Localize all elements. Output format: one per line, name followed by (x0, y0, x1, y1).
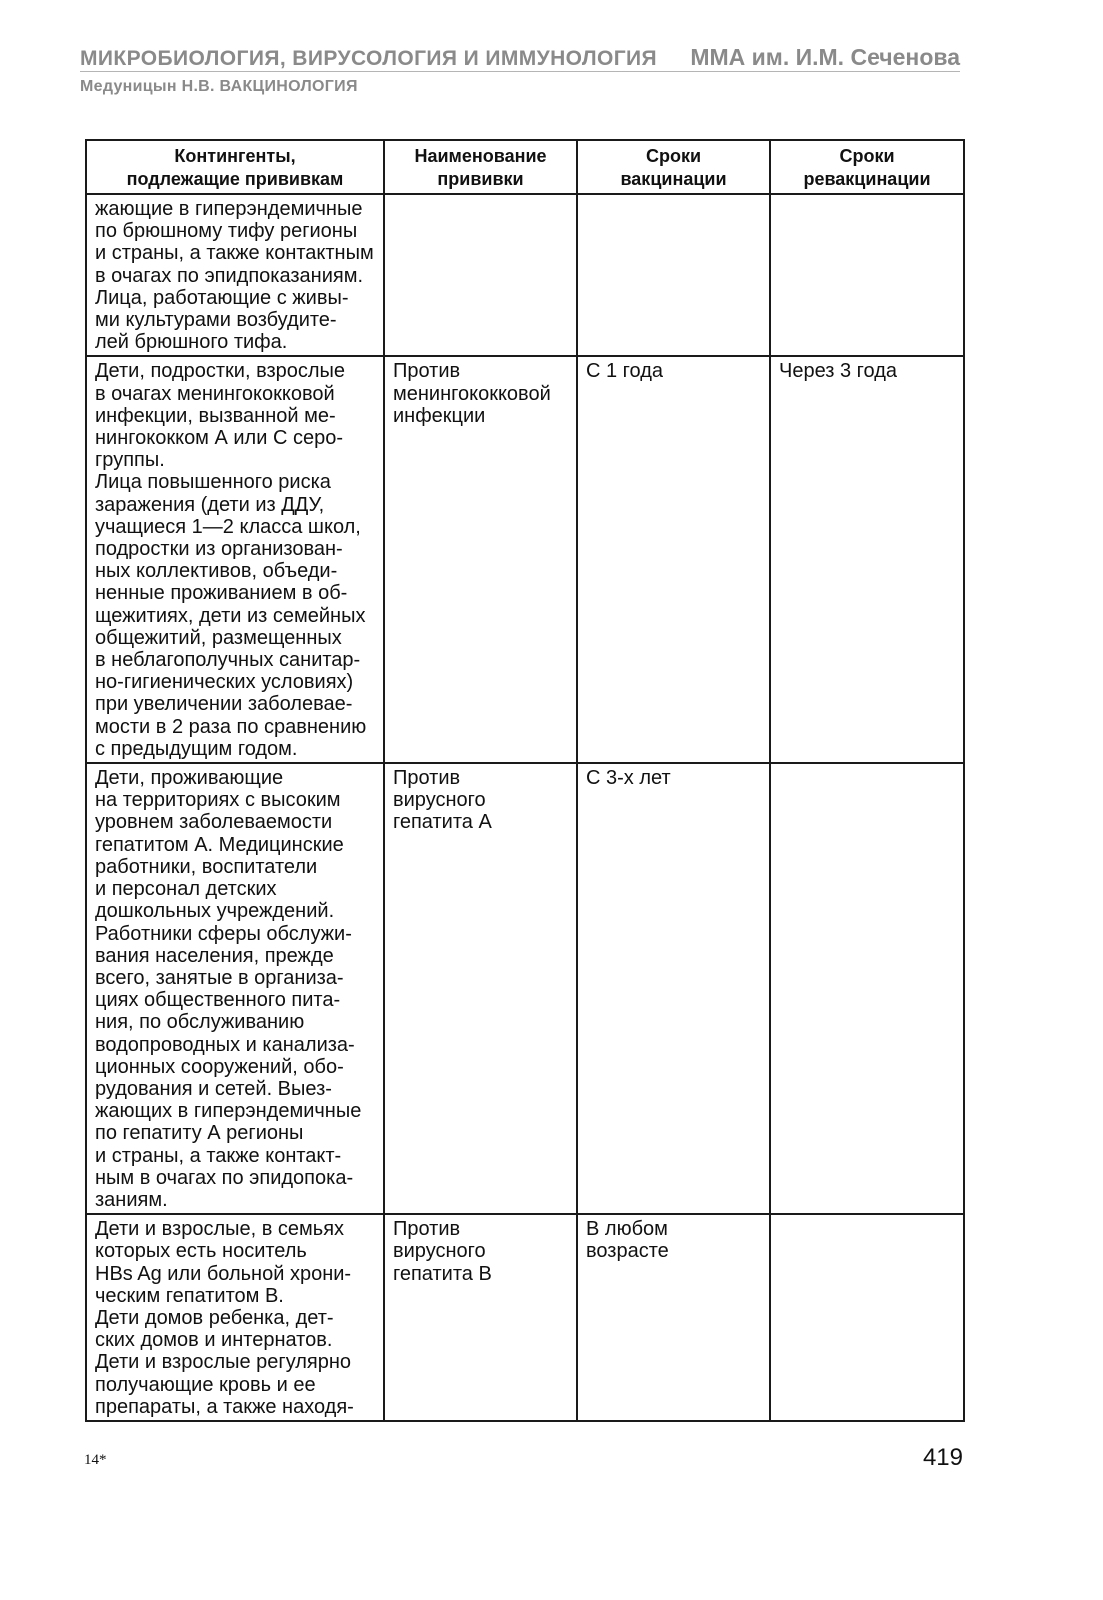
book-title: МИКРОБИОЛОГИЯ, ВИРУСОЛОГИЯ И ИММУНОЛОГИЯ (80, 47, 658, 70)
cell-revaccination (770, 763, 964, 1214)
cell-vaccine: Против менингококковой инфекции (384, 356, 577, 763)
author-section: Медуницын Н.В. ВАКЦИНОЛОГИЯ (80, 78, 358, 95)
cell-revaccination: Через 3 года (770, 356, 964, 763)
page-number: 419 (922, 1444, 963, 1471)
table-header-row (86, 140, 964, 194)
column-header-contingents: Контингенты, подлежащие прививкам (86, 140, 384, 194)
running-header (80, 44, 960, 71)
cell-vaccination: С 3-х лет (577, 763, 770, 1214)
vaccination-table (85, 139, 965, 1422)
cell-vaccine: Против вирусного гепатита В (384, 1214, 577, 1421)
table-row (86, 763, 964, 1214)
column-header-vaccination-timing: Сроки вакцинации (577, 140, 770, 194)
cell-vaccination: С 1 года (577, 356, 770, 763)
cell-revaccination (770, 194, 964, 356)
signature-mark: 14* (84, 1452, 107, 1468)
table-row (86, 1214, 964, 1421)
cell-vaccine: Против вирусного гепатита А (384, 763, 577, 1214)
header-divider (80, 71, 960, 72)
institution-name: ММА им. И.М. Сеченова (690, 44, 960, 70)
table-row (86, 194, 964, 356)
column-header-vaccine-name: Наименование прививки (384, 140, 577, 194)
cell-vaccination (577, 194, 770, 356)
cell-contingent: жающие в гиперэндемичные по брюшному тифу регионы и страны, а также контактным в очагах по эпидпоказаниям. Лица, работающие с живы- ми культурами возбудите- лей брюшного тифа. (86, 194, 384, 356)
cell-contingent: Дети, подростки, взрослые в очагах менингококковой инфекции, вызванной ме- нингококком А или С серо- группы. Лица повышенного риска заражения (дети из ДДУ, учащиеся 1—2 класса школ, подростки из организован- ных коллективов, объеди- ненные проживанием в об- щежитиях, дети из семейных общежитий, размещенных в неблагополучных санитар- но-гигиенических условиях) при увеличении заболевае- мости в 2 раза по сравнению с предыдущим годом. (86, 356, 384, 763)
cell-contingent: Дети, проживающие на территориях с высоким уровнем заболеваемости гепатитом А. Медицинские работники, воспитатели и персонал детских дошкольных учреждений. Работники сферы обслужи- вания населения, прежде всего, занятые в организа- циях общественного пита- ния, по обслуживанию водопроводных и канализа- ционных сооружений, обо- рудования и сетей. Выез- жающих в гиперэндемичные по гепатиту А регионы и страны, а также контакт- ным в очагах по эпидопока- заниям. (86, 763, 384, 1214)
cell-revaccination (770, 1214, 964, 1421)
table-row (86, 356, 964, 763)
cell-contingent: Дети и взрослые, в семьях которых есть носитель HBs Ag или больной хрони- ческим гепатитом В. Дети домов ребенка, дет- ских домов и интернатов. Дети и взрослые регулярно получающие кровь и ее препараты, а также находя- (86, 1214, 384, 1421)
cell-vaccination: В любом возрасте (577, 1214, 770, 1421)
cell-vaccine (384, 194, 577, 356)
column-header-revaccination-timing: Сроки ревакцинации (770, 140, 964, 194)
